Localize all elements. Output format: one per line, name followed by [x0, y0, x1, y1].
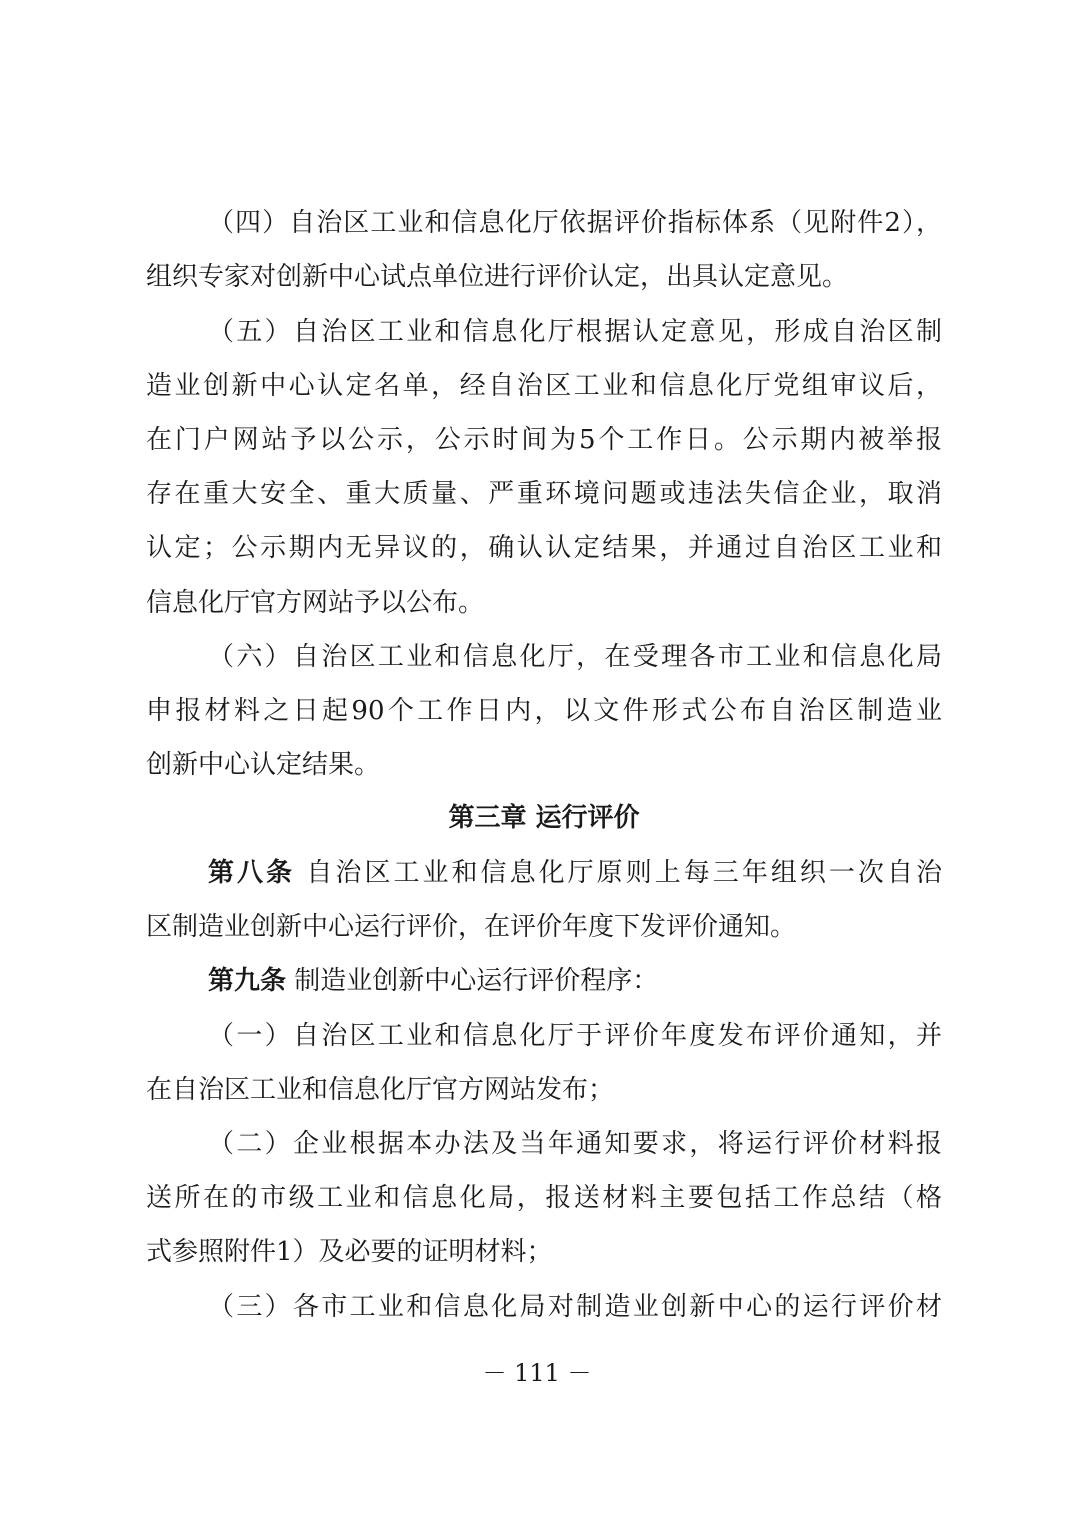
item-1-line-2: 在自治区工业和信息化厅官方网站发布； [146, 1075, 615, 1105]
para-6-line-1: （六）自治区工业和信息化厅，在受理各市工业和信息化局 [208, 642, 942, 672]
para-6-line-2: 申报材料之日起90个工作日内，以文件形式公布自治区制造业 [146, 696, 942, 726]
item-1-line-1: （一）自治区工业和信息化厅于评价年度发布评价通知，并 [208, 1021, 942, 1051]
para-5-line-2: 造业创新中心认定名单，经自治区工业和信息化厅党组审议后， [146, 371, 942, 401]
article-8-text: 自治区工业和信息化厅原则上每三年组织一次自治 [306, 858, 942, 888]
article-9-label: 第九条 [208, 966, 287, 996]
para-6-line-3: 创新中心认定结果。 [146, 750, 381, 780]
item-2-line-3: 式参照附件1）及必要的证明材料； [146, 1237, 553, 1267]
article-8-line-2: 区制造业创新中心运行评价，在评价年度下发评价通知。 [146, 912, 797, 942]
chapter-title: 第三章 运行评价 [448, 803, 640, 833]
article-9-line [208, 963, 942, 999]
article-8-label: 第八条 [208, 858, 296, 888]
para-4-line-1: （四）自治区工业和信息化厅依据评价指标体系（见附件2）， [208, 208, 942, 238]
item-2-line-2: 送所在的市级工业和信息化局，报送材料主要包括工作总结（格 [146, 1183, 942, 1213]
para-5-line-6: 信息化厅官方网站予以公布。 [146, 588, 485, 618]
para-5-line-4: 存在重大安全、重大质量、严重环境问题或违法失信企业，取消 [146, 479, 942, 509]
para-5-line-5: 认定；公示期内无异议的，确认认定结果，并通过自治区工业和 [146, 533, 942, 563]
para-5-line-1: （五）自治区工业和信息化厅根据认定意见，形成自治区制 [208, 317, 942, 347]
article-9-text: 制造业创新中心运行评价程序： [294, 966, 659, 996]
article-8-line-1 [208, 855, 942, 891]
item-3-line-1: （三）各市工业和信息化局对制造业创新中心的运行评价材 [208, 1292, 942, 1322]
para-5-line-3: 在门户网站予以公示，公示时间为5个工作日。公示期内被举报 [146, 425, 942, 455]
page-number: － 111 － [482, 1359, 592, 1387]
para-4-line-2: 组织专家对创新中心试点单位进行评价认定，出具认定意见。 [146, 262, 849, 292]
item-2-line-1: （二）企业根据本办法及当年通知要求，将运行评价材料报 [208, 1129, 942, 1159]
